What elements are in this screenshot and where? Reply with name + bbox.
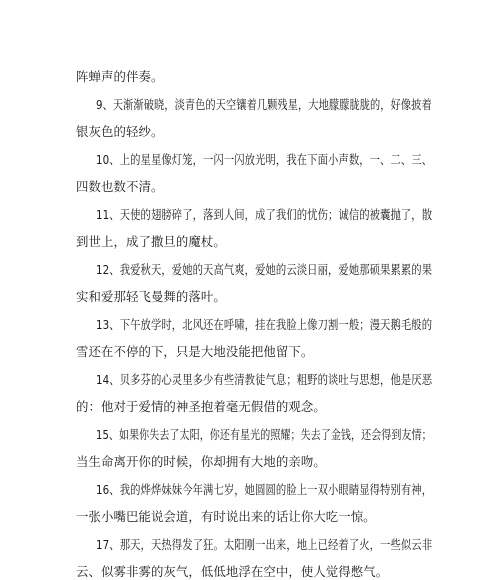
text-line-19: 云、似雾非雾的灰气，低低地浮在空中，使人觉得憋气。 <box>76 564 389 579</box>
text-line-6: 11、天使的翅膀碎了，落到人间，成了我们的忧伤；诚信的被囊抛了，散 <box>96 207 433 222</box>
text-line-5: 四数也数不清。 <box>76 179 164 194</box>
text-line-18: 17、那天，天热得发了狂。太阳刚一出来，地上已经着了火，一些似云非 <box>96 537 433 552</box>
text-line-4: 10、上的星星像灯笼，一闪一闪放光明，我在下面小声数，一、二、三、 <box>96 152 433 167</box>
text-line-16: 16、我的烨烨妹妹今年满七岁，她圆圆的脸上一双小眼睛显得特别有神， <box>96 482 433 497</box>
text-line-8: 12、我爱秋天，爱她的天高气爽，爱她的云淡日丽，爱她那硕果累累的果 <box>96 262 433 277</box>
text-line-17: 一张小嘴巴能说会道，有时说出来的话让你大吃一惊。 <box>76 509 376 524</box>
text-line-13: 的：他对于爱情的神圣抱着毫无假借的观念。 <box>76 399 326 414</box>
text-line-15: 当生命离开你的时候，你却拥有大地的亲吻。 <box>76 454 326 469</box>
text-line-2: 9、天渐渐破晓，淡青色的天空镶着几颗残星，大地朦朦胧胧的，好像披着 <box>96 97 432 112</box>
text-line-3: 银灰色的轻纱。 <box>76 124 164 139</box>
text-line-10: 13、下午放学时，北风还在呼啸，挂在我脸上像刀割一般；漫天鹅毛般的 <box>96 317 433 332</box>
text-line-7: 到世上，成了撒旦的魔杖。 <box>76 234 226 249</box>
text-line-9: 实和爱那轻飞曼舞的落叶。 <box>76 289 226 304</box>
text-line-1: 阵蝉声的伴奏。 <box>76 69 164 84</box>
text-line-11: 雪还在不停的下，只是大地没能把他留下。 <box>76 344 314 359</box>
text-line-12: 14、贝多芬的心灵里多少有些清教徒气息；粗野的谈吐与思想，他是厌恶 <box>96 372 433 387</box>
text-line-14: 15、如果你失去了太阳，你还有星光的照耀；失去了金钱，还会得到友情； <box>96 427 432 442</box>
